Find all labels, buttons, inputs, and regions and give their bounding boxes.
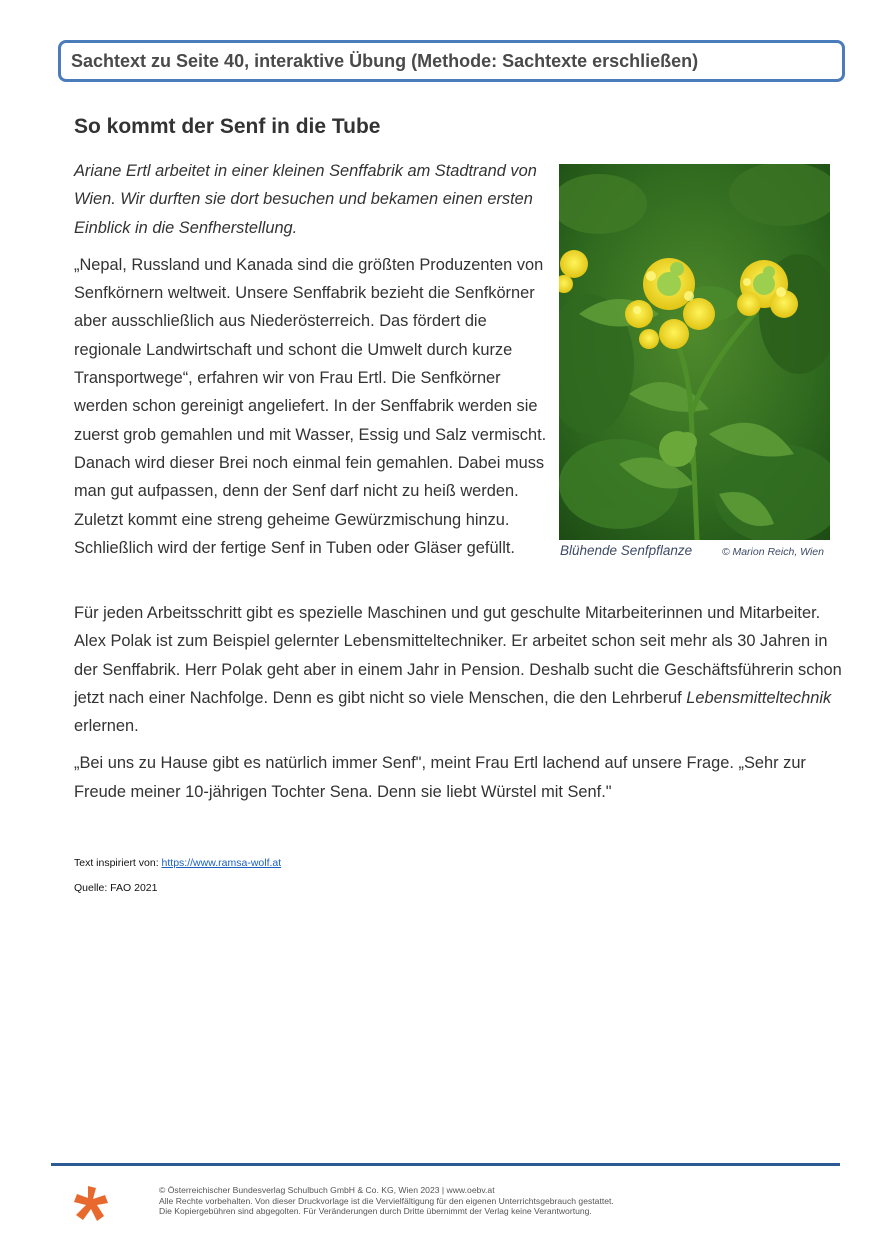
article-paragraph-2-text: Für jeden Arbeitsschritt gibt es spezielle Maschinen und gut geschulte Mitarbeiterinnen und Mitarbeiter. Alex Polak ist zum Beispiel gelernter Lebensmitteltechniker. Er arbeitet schon seit mehr als 30 Jahren in der Senffabrik. Herr Polak geht aber in einem Jahr in Pension. Deshalb sucht die Geschäftsführerin schon jetzt nach einer Nachfolge. Denn es gibt nicht so viele Menschen, die den Lehrberuf: [74, 604, 842, 707]
mustard-flower-photo: [559, 164, 830, 540]
figure-credit: © Marion Reich, Wien: [721, 546, 824, 558]
article-body-full: [74, 599, 844, 806]
article-paragraph-1: „Nepal, Russland und Kanada sind die größten Produzenten von Senfkörnern weltweit. Unsere Senffabrik bezieht die Senfkörner aber ausschließlich aus Niederösterreich. Das fördert die regionale Landwirtschaft und schont die Umwelt durch kurze Transportwege“, erfahren wir von Frau Ertl. Die Senfkörner werden schon gereinigt angeliefert. In der Senffabrik werden sie zuerst grob gemahlen und mit Wasser, Essig und Salz vermischt. Danach wird dieser Brei noch einmal fein gemahlen. Dabei muss man gut aufpassen, denn der Senf darf nicht zu heiß werden. Zuletzt kommt eine streng geheime Gewürzmischung hinzu. Schließlich wird der fertige Senf in Tuben oder Gläser gefüllt.: [74, 255, 547, 557]
source-inspired-label: Text inspiriert von:: [74, 857, 162, 869]
article-title: So kommt der Senf in die Tube: [74, 115, 381, 138]
article-column: [74, 157, 554, 562]
footer-text: [159, 1185, 614, 1217]
header-box: [58, 40, 845, 82]
article-intro: Ariane Ertl arbeitet in einer kleinen Senffabrik am Stadtrand von Wien. Wir durften sie dort besuchen und bekamen einen ersten Einblick in die Senfherstellung.: [74, 162, 537, 237]
footer-line-1: © Österreichischer Bundesverlag Schulbuch GmbH & Co. KG, Wien 2023 | www.oebv.at: [159, 1185, 495, 1195]
sources: [74, 857, 281, 894]
article-term: Lebensmitteltechnik: [686, 688, 832, 707]
footer-divider: [51, 1163, 840, 1166]
footer-line-3: Die Kopiergebühren sind abgegolten. Für Veränderungen durch Dritte übernimmt der Verlag keine Verantwortung.: [159, 1206, 592, 1216]
article-paragraph-2: [74, 599, 844, 740]
header-title: Sachtext zu Seite 40, interaktive Übung (Methode: Sachtexte erschließen): [71, 51, 699, 71]
article-paragraph-2-end: erlernen.: [74, 717, 139, 736]
figure: [559, 164, 830, 563]
figure-caption-row: [559, 543, 830, 563]
article-paragraph-3: „Bei uns zu Hause gibt es natürlich immer Senf", meint Frau Ertl lachend auf unsere Frage. „Sehr zur Freude meiner 10-jährigen Tochter Sena. Denn sie liebt Würstel mit Senf.": [74, 754, 806, 801]
publisher-logo-icon: [72, 1184, 110, 1222]
source-inspired: [74, 857, 281, 869]
source-link[interactable]: https://www.ramsa-wolf.at: [161, 857, 282, 869]
footer-line-2: Alle Rechte vorbehalten. Von dieser Druckvorlage ist die Vervielfältigung für den eigenen Unterrichtsgebrauch gestattet.: [159, 1195, 614, 1206]
source-fao: Quelle: FAO 2021: [74, 882, 158, 894]
figure-caption: Blühende Senfpflanze: [560, 543, 693, 558]
